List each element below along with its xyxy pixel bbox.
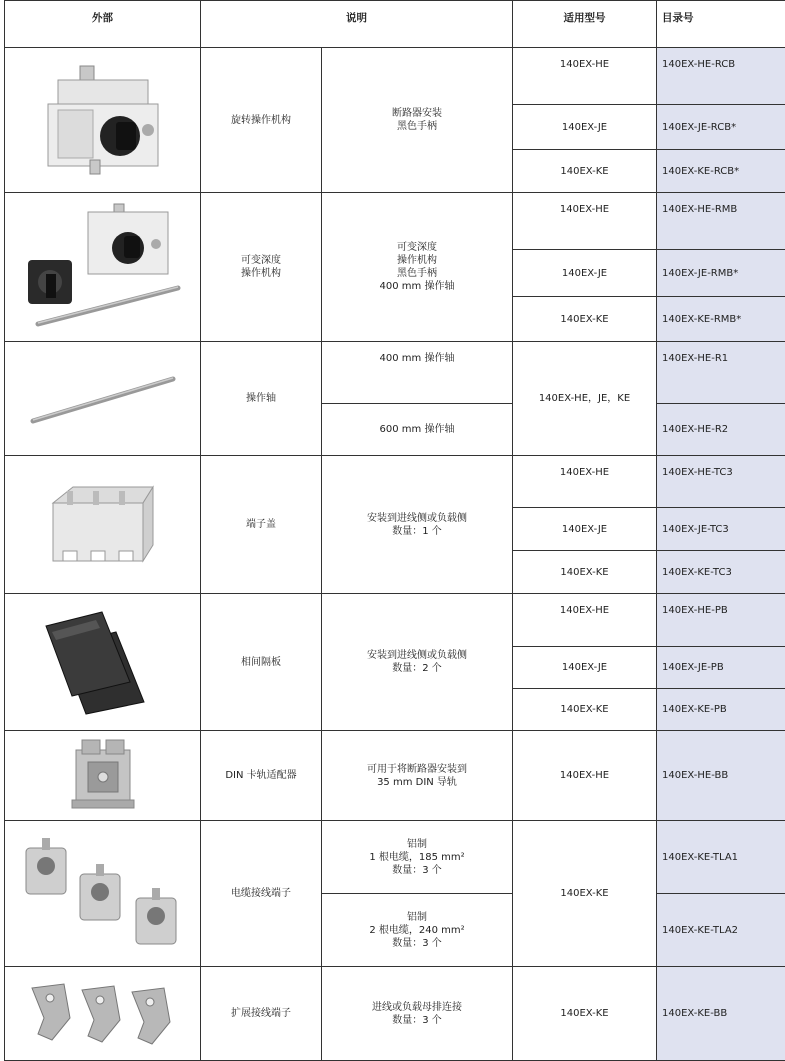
catalog-number-cell: 140EX-HE-PB — [657, 594, 785, 647]
accessory-description: 600 mm 操作轴 — [322, 404, 513, 456]
accessory-description: 400 mm 操作轴 — [322, 342, 513, 404]
header-applicable-models: 适用型号 — [513, 1, 657, 48]
model-cell: 140EX-HE — [513, 48, 657, 105]
catalog-number-cell: 140EX-KE-TLA1 — [657, 821, 785, 894]
model-cell: 140EX-HE — [513, 594, 657, 647]
catalog-number-cell: 140EX-JE-PB — [657, 647, 785, 689]
catalog-number-cell: 140EX-KE-PB — [657, 689, 785, 731]
table-row — [5, 456, 785, 508]
table-row — [5, 48, 785, 105]
accessory-name: 操作轴 — [201, 342, 322, 456]
product-image-cell — [5, 594, 201, 731]
catalog-number-cell: 140EX-KE-RMB* — [657, 297, 785, 342]
table-row — [5, 821, 785, 894]
accessory-name: 端子盖 — [201, 456, 322, 594]
accessory-description: 断路器安装 黑色手柄 — [322, 48, 513, 193]
product-image-cell — [5, 193, 201, 342]
din-rail-adapter-illustration — [68, 736, 138, 816]
table-row — [5, 967, 785, 1061]
table-row — [5, 193, 785, 250]
accessory-name: 旋转操作机构 — [201, 48, 322, 193]
accessory-name: 可变深度 操作机构 — [201, 193, 322, 342]
catalog-number-cell: 140EX-JE-RCB* — [657, 105, 785, 150]
header-catalog-number: 目录号 — [657, 1, 785, 48]
accessory-description: 铝制 2 根电缆，240 mm² 数量：3 个 — [322, 894, 513, 967]
model-cell: 140EX-JE — [513, 250, 657, 297]
accessory-name: 扩展接线端子 — [201, 967, 322, 1061]
phase-barrier-illustration — [38, 606, 168, 718]
accessory-description: 铝制 1 根电缆，185 mm² 数量：3 个 — [322, 821, 513, 894]
model-cell: 140EX-JE — [513, 647, 657, 689]
catalog-number-cell: 140EX-KE-TC3 — [657, 551, 785, 594]
catalog-number-cell: 140EX-KE-BB — [657, 967, 785, 1061]
table-row — [5, 731, 785, 821]
accessory-name: 电缆接线端子 — [201, 821, 322, 967]
catalog-number-cell: 140EX-KE-TLA2 — [657, 894, 785, 967]
model-cell: 140EX-HE — [513, 456, 657, 508]
variable-depth-mechanism-illustration — [18, 202, 188, 332]
table-row — [5, 594, 785, 647]
table-header-row — [5, 1, 785, 48]
model-cell: 140EX-HE — [513, 193, 657, 250]
accessory-description: 可用于将断路器安装到 35 mm DIN 导轨 — [322, 731, 513, 821]
accessory-name: DIN 卡轨适配器 — [201, 731, 322, 821]
catalog-number-cell: 140EX-HE-BB — [657, 731, 785, 821]
accessory-description: 安装到进线侧或负载侧 数量：2 个 — [322, 594, 513, 731]
accessory-description: 进线或负载母排连接 数量：3 个 — [322, 967, 513, 1061]
model-cell: 140EX-JE — [513, 508, 657, 551]
product-image-cell — [5, 48, 201, 193]
accessory-description: 安装到进线侧或负载侧 数量：1 个 — [322, 456, 513, 594]
product-image-cell — [5, 342, 201, 456]
model-cell: 140EX-HE — [513, 731, 657, 821]
accessory-description: 可变深度 操作机构 黑色手柄 400 mm 操作轴 — [322, 193, 513, 342]
extension-terminal-illustration — [18, 974, 188, 1054]
product-image-cell — [5, 731, 201, 821]
catalog-number-cell: 140EX-HE-R1 — [657, 342, 785, 404]
model-cell: 140EX-JE — [513, 105, 657, 150]
catalog-number-cell: 140EX-JE-RMB* — [657, 250, 785, 297]
model-cell: 140EX-HE，JE，KE — [513, 342, 657, 456]
header-description: 说明 — [201, 1, 513, 48]
catalog-number-cell: 140EX-KE-RCB* — [657, 150, 785, 193]
cable-lug-illustration — [18, 834, 188, 954]
model-cell: 140EX-KE — [513, 967, 657, 1061]
catalog-number-cell: 140EX-HE-RCB — [657, 48, 785, 105]
table-row — [5, 342, 785, 404]
model-cell: 140EX-KE — [513, 150, 657, 193]
model-cell: 140EX-KE — [513, 297, 657, 342]
catalog-number-cell: 140EX-HE-R2 — [657, 404, 785, 456]
product-image-cell — [5, 967, 201, 1061]
model-cell: 140EX-KE — [513, 689, 657, 731]
accessory-name: 相间隔板 — [201, 594, 322, 731]
rotary-handle-illustration — [28, 60, 178, 180]
accessory-catalog-table — [4, 0, 785, 1061]
operating-shaft-illustration — [23, 359, 183, 439]
header-exterior: 外部 — [5, 1, 201, 48]
model-cell: 140EX-KE — [513, 821, 657, 967]
catalog-number-cell: 140EX-JE-TC3 — [657, 508, 785, 551]
product-image-cell — [5, 821, 201, 967]
model-cell: 140EX-KE — [513, 551, 657, 594]
terminal-cover-illustration — [33, 475, 173, 575]
catalog-number-cell: 140EX-HE-TC3 — [657, 456, 785, 508]
product-image-cell — [5, 456, 201, 594]
catalog-number-cell: 140EX-HE-RMB — [657, 193, 785, 250]
